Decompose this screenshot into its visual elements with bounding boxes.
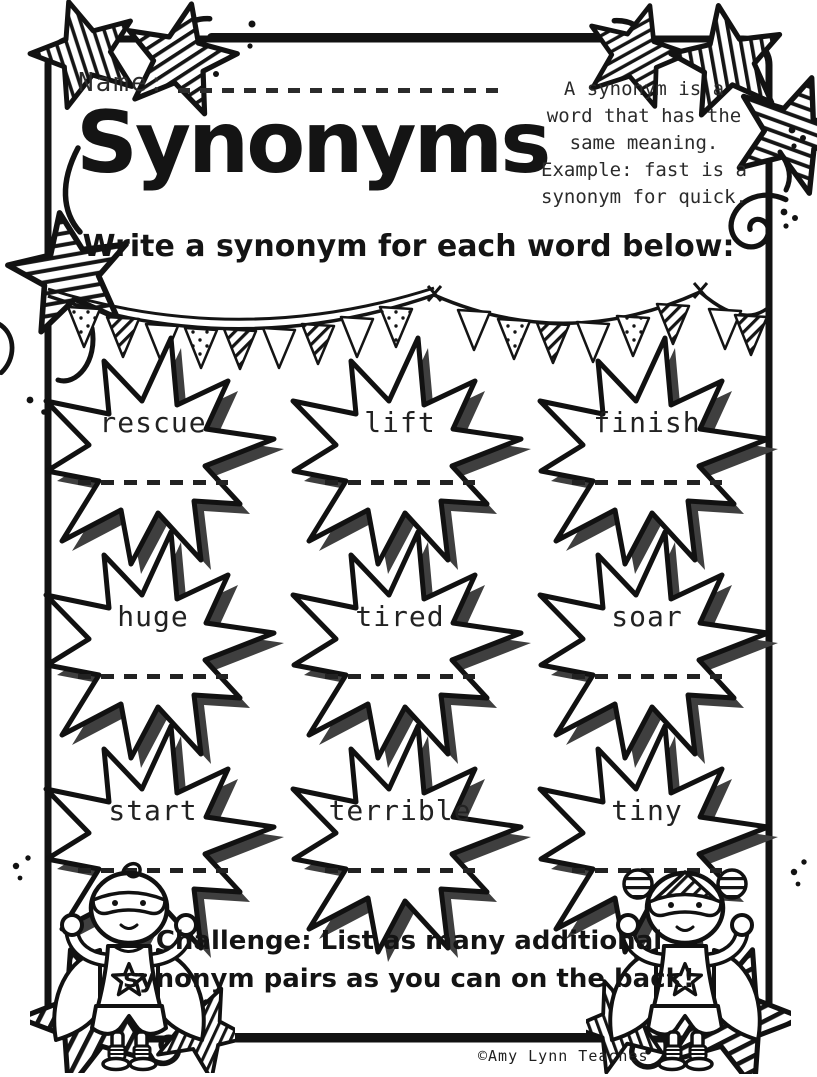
- prompt-word: finish: [593, 406, 701, 439]
- instruction-text: Write a synonym for each word below:: [82, 229, 735, 264]
- challenge-text: Challenge: List as many additional synonym pairs as you can on the back!: [123, 926, 695, 994]
- answer-line-lift[interactable]: [325, 480, 475, 485]
- answer-line-terrible[interactable]: [325, 868, 475, 873]
- prompt-word: lift: [364, 406, 436, 439]
- prompt-word: rescue: [99, 406, 207, 439]
- prompt-word: tired: [355, 600, 445, 633]
- copyright-credit: ©Amy Lynn Teaches: [478, 1047, 649, 1065]
- prompt-word: soar: [611, 600, 683, 633]
- prompt-word: tiny: [611, 794, 683, 827]
- prompt-word: huge: [117, 600, 189, 633]
- answer-line-tired[interactable]: [325, 674, 475, 679]
- prompt-word: terrible: [328, 794, 472, 827]
- answer-line-rescue[interactable]: [78, 480, 228, 485]
- prompt-word: start: [108, 794, 198, 827]
- name-label: Name:: [78, 68, 167, 98]
- answer-line-huge[interactable]: [78, 674, 228, 679]
- synonym-definition: A synonym is a word that has the same meaning. Example: fast is a synonym for quick.: [541, 78, 747, 208]
- answer-line-soar[interactable]: [572, 674, 722, 679]
- page-title: Synonyms: [76, 93, 549, 193]
- answer-line-finish[interactable]: [572, 480, 722, 485]
